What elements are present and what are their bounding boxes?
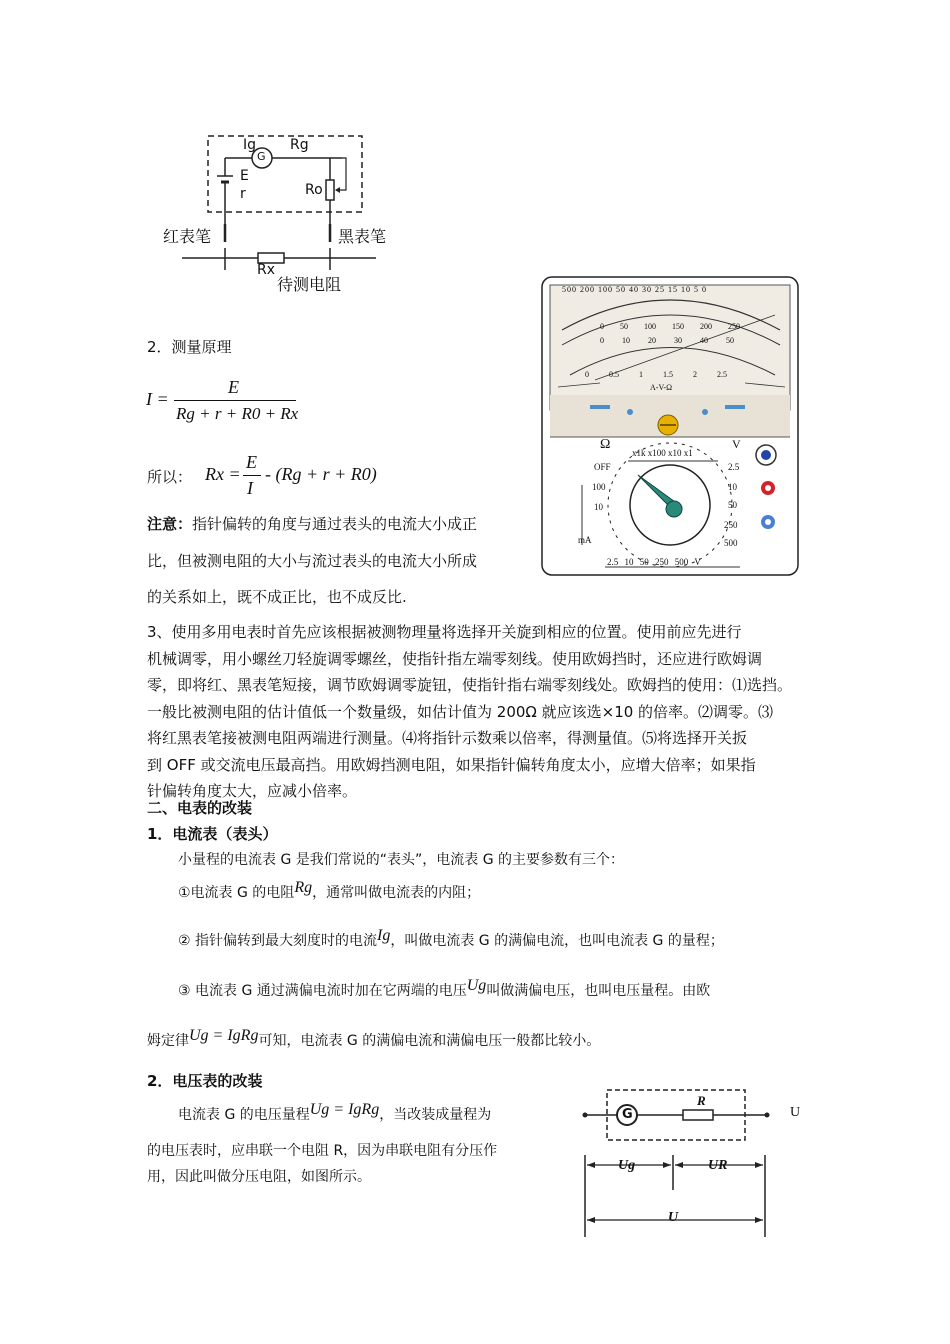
scale-top-0: 0 [702,285,707,294]
voltage-u-label: U [668,1210,679,1225]
param-item-2 [178,927,724,950]
scale-mid2-30: 30 [674,336,682,345]
param-item-3-cont [147,1027,601,1050]
note-text-1: 指针偏转的角度与通过表头的电流大小成正 [192,515,478,533]
multimeter-illustration [540,275,800,577]
scale-top-500: 500 [562,285,577,294]
para3-line-6: 到 OFF 或交流电压最高挡。用欧姆挡测电阻，如果指针偏转角度太小，应增大倍率；如果指 [147,755,756,774]
range-v-10[interactable]: 10 [728,482,737,492]
range-acv-500[interactable]: 500 [674,557,689,567]
note-line-2: 比，但被测电阻的大小与流过表头的电流大小所成 [147,552,478,570]
voltmeter-line-3: 用，因此叫做分压电阻，如图所示。 [147,1169,371,1185]
para3-line-5: 将红黑表笔接被测电阻两端进行测量。⑷将指针示数乘以倍率，得测量值。⑸将选择开关扳 [147,729,748,747]
param-item-3 [178,977,711,1000]
voltage-range-u-side: U [790,1105,801,1120]
voltage-ur-label: UR [708,1158,728,1173]
scale-mid2-40: 40 [700,336,708,345]
item2-pre: ② 指针偏转到最大刻度时的电流 [178,933,378,949]
item3b-post: 可知，电流表 G 的满偏电流和满偏电压一般都比较小。 [258,1033,601,1049]
voltmeter-line-2: 的电压表时，应串联一个电阻 R，因为串联电阻有分压作 [147,1143,498,1159]
formula1-denominator: Rg + r + R0 + Rx [176,404,299,423]
para3-line-2: 机械调零，用小螺丝刀轻旋调零螺丝，使指针指左端零刻线。使用欧姆挡时，还应进行欧姆调 [147,649,763,668]
formula2-numerator: E [246,452,257,472]
item2-symbol: Ig [377,927,391,944]
formula1-fraction-bar [174,400,296,401]
scale-mid-labels [600,322,740,331]
scale-mid-0: 0 [600,322,604,331]
item1-post: ，通常叫做电流表的内阻； [312,885,481,901]
scale-top-labels [562,285,707,294]
circuit-label-ig: Ig [243,137,257,153]
scale-mid-150: 150 [672,322,684,331]
scale-low-0: 0 [585,370,589,379]
para3-line-4: 一般比被测电阻的估计值低一个数量级，如估计值为 200Ω 就应该选×10 的倍率。⑵调零。⑶ [147,702,774,721]
heading-meter-modification: 二、电表的改装 [147,799,253,817]
scale-top-30: 30 [642,285,652,294]
scale-top-40: 40 [629,285,639,294]
scale-low-2: 2 [693,370,697,379]
scale-mid-50: 50 [620,322,628,331]
range-off[interactable]: OFF [594,462,611,472]
volt-post: ，当改装成量程为 [379,1107,492,1123]
range-x10[interactable]: x10 [668,448,682,458]
range-x1k[interactable]: x1k [632,448,646,458]
scale-top-100: 100 [598,285,613,294]
range-acv-25[interactable]: 2.5 [607,557,619,567]
item3-post: 叫做满偏电压，也叫电压量程。由欧 [486,983,711,999]
scale-mid2-labels [600,336,734,345]
range-x1[interactable]: x1 [683,448,693,458]
red-probe-label: 红表笔 [163,227,212,246]
range-v-50[interactable]: 50 [728,500,737,510]
range-acv-10[interactable]: 10 [624,557,634,567]
section-title-measurement-principle: 2．测量原理 [147,338,232,356]
range-bottom-labels [607,557,701,567]
paragraph-usage [147,619,807,805]
scale-top-5: 5 [694,285,699,294]
scale-low-05: 0.5 [609,370,619,379]
formula1-lhs: I = [146,389,169,409]
ammeter-intro: 小量程的电流表 G 是我们常说的“表头”，电流表 G 的主要参数有三个： [178,852,625,868]
item3-pre: ③ 电流表 G 通过满偏电流时加在它两端的电压 [178,983,467,999]
volt-formula: Ug = IgRg [309,1101,380,1118]
item2-post: ，叫做电流表 G 的满偏电流，也叫电流表 G 的量程； [390,933,724,949]
voltmeter-line-1 [178,1101,492,1124]
ohms-law-formula: Ug = IgRg [189,1027,259,1044]
item3-symbol: Ug [466,977,487,994]
series-resistor-label: R [697,1093,706,1108]
range-v-250[interactable]: 250 [724,520,738,530]
scale-low-25: 2.5 [717,370,727,379]
range-acv-50[interactable]: 50 [639,557,649,567]
volt-pre: 电流表 G 的电压量程 [178,1107,310,1123]
ohm-range-symbol: Ω [600,437,611,452]
rheostat-label-r0: Ro [305,182,323,198]
para3-line-1: 3、使用多用电表时首先应该根据被测物理量将选择开关旋到相应的位置。使用前应先进行 [147,623,742,641]
scale-mid-200: 200 [700,322,712,331]
heading-ammeter: 1．电流表（表头） [147,825,278,843]
scale-top-200: 200 [580,285,595,294]
range-ma-10[interactable]: 10 [594,502,603,512]
resistor-label-rx: Rx [257,262,276,278]
scale-mid2-10: 10 [622,336,630,345]
item1-symbol: Rg [294,879,313,896]
battery-label-r: r [240,186,246,202]
formula1-numerator: E [228,377,239,397]
test-resistor-label: 待测电阻 [277,275,342,294]
voltmeter-galvanometer-label: G [622,1107,633,1122]
para3-line-7: 针偏转角度太大，应减小倍率。 [147,782,358,800]
battery-label-e: E [240,168,249,184]
range-acv-250[interactable]: 250 [655,557,669,567]
black-probe-label: 黑表笔 [338,227,387,246]
param-item-1 [178,879,481,902]
circuit-label-rg: Rg [290,137,309,153]
item1-pre: ①电流表 G 的电阻 [178,885,295,901]
voltage-range-symbol: V [732,437,741,451]
range-v-25[interactable]: 2.5 [728,462,740,472]
note-line-1 [147,513,477,534]
para3-line-3: 零，即将红、黑表笔短接，调节欧姆调零旋钮，使指针指右端零刻线处。欧姆挡的使用：⑴选挡。 [147,676,793,694]
scale-mid2-0: 0 [600,336,604,345]
scale-mid2-50: 50 [726,336,734,345]
range-x100[interactable]: x100 [647,448,666,458]
note-line-3: 的关系如上，既不成正比，也不成反比. [147,588,407,606]
range-ma-100[interactable]: 100 [592,482,606,492]
scale-mid2-20: 20 [648,336,656,345]
scale-top-25: 25 [655,285,665,294]
voltage-ug-label: Ug [618,1158,636,1173]
scale-low-15: 1.5 [663,370,673,379]
formula2-rest: - (Rg + r + R0) [265,464,377,484]
scale-low-labels [585,370,727,379]
scale-low-1: 1 [639,370,643,379]
range-v-500[interactable]: 500 [724,538,738,548]
note-label: 注意： [147,515,193,533]
formula2-prefix: 所以： [147,468,193,486]
item3b-pre: 姆定律 [147,1033,189,1049]
formula2-lhs: Rx = [205,464,241,484]
galvanometer-label: G [257,150,266,163]
heading-voltmeter: 2．电压表的改装 [147,1072,263,1090]
formula2-denominator: I [247,478,253,498]
range-acv-unit: V [694,557,701,567]
scale-top-50: 50 [616,285,626,294]
formula2-fraction-bar [243,475,261,476]
scale-top-10: 10 [681,285,691,294]
range-ma-label: mA [578,535,592,545]
scale-mid-250: 250 [728,322,740,331]
meter-unit-label: A-V-Ω [650,383,673,392]
scale-top-15: 15 [668,285,678,294]
scale-mid-100: 100 [644,322,656,331]
ohm-range-labels [632,448,693,458]
